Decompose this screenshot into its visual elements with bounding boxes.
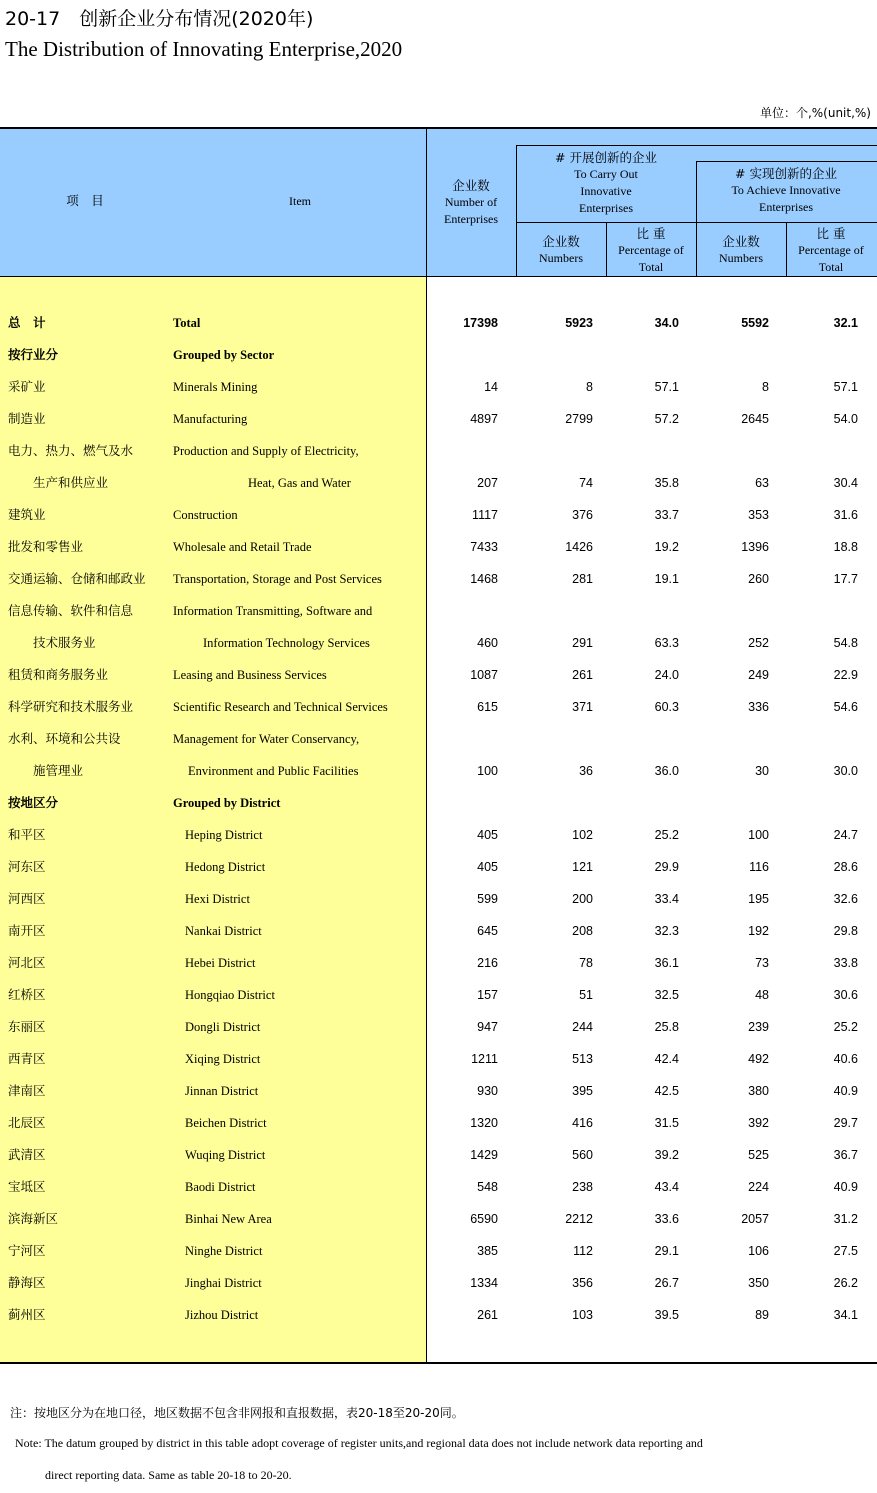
cell-carry-numbers: 560 bbox=[572, 1148, 593, 1162]
cell-carry-pct: 24.0 bbox=[654, 668, 679, 682]
cell-achieve-pct: 33.8 bbox=[833, 956, 858, 970]
cell-achieve-pct: 57.1 bbox=[833, 380, 858, 394]
header-item-cn: 项 目 bbox=[66, 193, 104, 208]
cell-enterprises: 157 bbox=[477, 988, 498, 1002]
table-row bbox=[0, 755, 877, 787]
cell-carry-numbers: 1426 bbox=[565, 540, 593, 554]
cell-achieve-numbers: 252 bbox=[748, 636, 769, 650]
row-label-cn: 科学研究和技术服务业 bbox=[8, 699, 134, 714]
cell-enterprises: 207 bbox=[477, 476, 498, 490]
cell-achieve-numbers: 106 bbox=[748, 1244, 769, 1258]
cell-achieve-numbers: 392 bbox=[748, 1116, 769, 1130]
header-achieve-top-rule bbox=[696, 161, 877, 162]
cell-achieve-numbers: 100 bbox=[748, 828, 769, 842]
cell-achieve-numbers: 63 bbox=[755, 476, 769, 490]
row-label-cn: 西青区 bbox=[8, 1051, 46, 1066]
cell-carry-pct: 36.0 bbox=[654, 764, 679, 778]
header-subgroup-rule bbox=[516, 222, 877, 223]
table-row bbox=[0, 947, 877, 979]
row-label-cn: 总 计 bbox=[8, 315, 46, 330]
row-label-cn: 宝坻区 bbox=[8, 1179, 46, 1194]
cell-achieve-numbers: 492 bbox=[748, 1052, 769, 1066]
row-label-en: Information Transmitting, Software and bbox=[173, 604, 373, 618]
header-enterprises: 企业数 Number of Enterprises bbox=[444, 178, 498, 226]
row-label-en: Nankai District bbox=[185, 924, 262, 938]
cell-achieve-pct: 54.6 bbox=[833, 700, 858, 714]
row-label-cn: 北辰区 bbox=[8, 1115, 46, 1130]
unit-label: 单位：个,%(unit,%) bbox=[759, 106, 871, 120]
table-row bbox=[0, 883, 877, 915]
table-row bbox=[0, 563, 877, 595]
row-label-cn: 信息传输、软件和信息 bbox=[8, 603, 134, 618]
cell-carry-numbers: 121 bbox=[572, 860, 593, 874]
cell-enterprises: 405 bbox=[477, 860, 498, 874]
cell-achieve-numbers: 353 bbox=[748, 508, 769, 522]
row-label-cn: 批发和零售业 bbox=[8, 539, 84, 554]
table-row bbox=[0, 435, 877, 467]
cell-achieve-pct: 31.6 bbox=[833, 508, 858, 522]
cell-achieve-pct: 25.2 bbox=[833, 1020, 858, 1034]
cell-enterprises: 548 bbox=[477, 1180, 498, 1194]
row-label-en: Scientific Research and Technical Services bbox=[173, 700, 388, 714]
cell-enterprises: 460 bbox=[477, 636, 498, 650]
cell-carry-pct: 31.5 bbox=[654, 1116, 679, 1130]
table-row bbox=[0, 307, 877, 339]
cell-enterprises: 100 bbox=[477, 764, 498, 778]
table-top-rule bbox=[0, 127, 877, 129]
cell-achieve-numbers: 260 bbox=[748, 572, 769, 586]
cell-enterprises: 17398 bbox=[463, 316, 498, 330]
cell-carry-pct: 26.7 bbox=[654, 1276, 679, 1290]
row-label-en: Grouped by District bbox=[173, 796, 281, 810]
cell-enterprises: 1211 bbox=[471, 1052, 498, 1066]
cell-carry-numbers: 200 bbox=[572, 892, 593, 906]
row-label-en: Beichen District bbox=[185, 1116, 267, 1130]
cell-carry-pct: 19.1 bbox=[654, 572, 679, 586]
cell-achieve-pct: 40.9 bbox=[833, 1180, 858, 1194]
cell-carry-numbers: 291 bbox=[572, 636, 593, 650]
row-label-cn: 红桥区 bbox=[8, 987, 46, 1002]
note-en-line1: Note: The datum grouped by district in this table adopt coverage of register units,and regional data does not include network data reporting and bbox=[15, 1436, 703, 1450]
cell-enterprises: 1320 bbox=[470, 1116, 498, 1130]
cell-achieve-numbers: 224 bbox=[748, 1180, 769, 1194]
cell-carry-pct: 33.7 bbox=[654, 508, 679, 522]
cell-achieve-numbers: 89 bbox=[755, 1308, 769, 1322]
cell-achieve-pct: 18.8 bbox=[833, 540, 858, 554]
row-label-cn: 宁河区 bbox=[8, 1243, 46, 1258]
cell-carry-pct: 60.3 bbox=[654, 700, 679, 714]
row-label-cn: 蓟州区 bbox=[8, 1307, 46, 1322]
cell-achieve-numbers: 48 bbox=[755, 988, 769, 1002]
row-label-en: Heat, Gas and Water bbox=[248, 476, 351, 490]
cell-carry-pct: 25.8 bbox=[654, 1020, 679, 1034]
cell-carry-numbers: 244 bbox=[572, 1020, 593, 1034]
row-label-en: Wuqing District bbox=[185, 1148, 266, 1162]
row-label-en: Production and Supply of Electricity, bbox=[173, 444, 359, 458]
table-row bbox=[0, 659, 877, 691]
row-label-en: Information Technology Services bbox=[203, 636, 370, 650]
header-divider-3 bbox=[606, 222, 607, 277]
row-label-en: Hongqiao District bbox=[185, 988, 275, 1002]
table-row bbox=[0, 1299, 877, 1331]
table-row bbox=[0, 1075, 877, 1107]
cell-enterprises: 1468 bbox=[470, 572, 498, 586]
cell-enterprises: 1087 bbox=[470, 668, 498, 682]
header-achieve-numbers: 企业数 Numbers bbox=[719, 234, 763, 265]
row-label-cn: 制造业 bbox=[8, 411, 46, 426]
page-title-cn: 20-17 创新企业分布情况(2020年) bbox=[5, 8, 314, 30]
row-label-en: Construction bbox=[173, 508, 238, 522]
cell-carry-pct: 25.2 bbox=[654, 828, 679, 842]
row-label-cn: 河北区 bbox=[8, 955, 46, 970]
table-row bbox=[0, 339, 877, 371]
table-row bbox=[0, 1267, 877, 1299]
cell-enterprises: 4897 bbox=[470, 412, 498, 426]
row-label-cn: 武清区 bbox=[8, 1147, 46, 1162]
row-label-cn: 电力、热力、燃气及水 bbox=[8, 443, 134, 458]
row-label-en: Management for Water Conservancy, bbox=[173, 732, 360, 746]
header-carry-numbers: 企业数 Numbers bbox=[539, 234, 583, 265]
header-achieve-pct: 比 重 Percentage of Total bbox=[798, 226, 864, 274]
cell-carry-pct: 42.4 bbox=[654, 1052, 679, 1066]
header-bottom-rule bbox=[0, 276, 877, 277]
cell-carry-pct: 19.2 bbox=[654, 540, 679, 554]
cell-achieve-numbers: 195 bbox=[748, 892, 769, 906]
row-label-en: Wholesale and Retail Trade bbox=[173, 540, 312, 554]
cell-carry-numbers: 102 bbox=[572, 828, 593, 842]
table-row bbox=[0, 723, 877, 755]
cell-enterprises: 599 bbox=[477, 892, 498, 906]
row-label-en: Environment and Public Facilities bbox=[188, 764, 359, 778]
table-row bbox=[0, 1171, 877, 1203]
row-label-cn: 滨海新区 bbox=[8, 1211, 59, 1226]
cell-carry-pct: 43.4 bbox=[654, 1180, 679, 1194]
cell-carry-numbers: 208 bbox=[572, 924, 593, 938]
row-label-en: Xiqing District bbox=[185, 1052, 261, 1066]
row-label-en: Dongli District bbox=[185, 1020, 261, 1034]
cell-achieve-numbers: 116 bbox=[749, 860, 769, 874]
cell-carry-pct: 63.3 bbox=[654, 636, 679, 650]
cell-achieve-pct: 22.9 bbox=[833, 668, 858, 682]
cell-carry-numbers: 2212 bbox=[565, 1212, 593, 1226]
cell-carry-numbers: 416 bbox=[572, 1116, 593, 1130]
cell-carry-numbers: 51 bbox=[579, 988, 593, 1002]
cell-carry-pct: 32.3 bbox=[654, 924, 679, 938]
cell-achieve-pct: 26.2 bbox=[833, 1276, 858, 1290]
row-label-en: Hexi District bbox=[185, 892, 250, 906]
table-row bbox=[0, 787, 877, 819]
cell-enterprises: 14 bbox=[484, 380, 498, 394]
cell-carry-numbers: 281 bbox=[572, 572, 593, 586]
cell-achieve-numbers: 239 bbox=[748, 1020, 769, 1034]
header-divider-1 bbox=[516, 145, 517, 277]
row-label-cn: 采矿业 bbox=[8, 379, 46, 394]
table-row bbox=[0, 1043, 877, 1075]
cell-achieve-pct: 40.6 bbox=[833, 1052, 858, 1066]
cell-achieve-pct: 36.7 bbox=[833, 1148, 858, 1162]
cell-carry-numbers: 238 bbox=[572, 1180, 593, 1194]
header-group-top-rule bbox=[516, 145, 877, 146]
cell-carry-numbers: 2799 bbox=[565, 412, 593, 426]
cell-carry-numbers: 112 bbox=[573, 1244, 593, 1258]
table-row bbox=[0, 1203, 877, 1235]
cell-enterprises: 216 bbox=[477, 956, 498, 970]
table-row bbox=[0, 595, 877, 627]
table-row bbox=[0, 627, 877, 659]
cell-carry-pct: 29.9 bbox=[654, 860, 679, 874]
cell-carry-numbers: 36 bbox=[579, 764, 593, 778]
cell-achieve-pct: 31.2 bbox=[833, 1212, 858, 1226]
row-label-en: Ninghe District bbox=[185, 1244, 263, 1258]
cell-achieve-pct: 17.7 bbox=[833, 572, 858, 586]
cell-carry-numbers: 356 bbox=[572, 1276, 593, 1290]
row-label-cn: 建筑业 bbox=[8, 507, 46, 522]
cell-achieve-pct: 29.8 bbox=[833, 924, 858, 938]
cell-achieve-numbers: 73 bbox=[755, 956, 769, 970]
cell-carry-pct: 34.0 bbox=[654, 316, 679, 330]
cell-carry-pct: 57.2 bbox=[654, 412, 679, 426]
cell-carry-pct: 35.8 bbox=[654, 476, 679, 490]
cell-carry-numbers: 395 bbox=[572, 1084, 593, 1098]
table-row bbox=[0, 499, 877, 531]
header-carry-pct: 比 重 Percentage of Total bbox=[618, 226, 684, 274]
row-label-cn: 静海区 bbox=[8, 1275, 46, 1290]
table-row bbox=[0, 979, 877, 1011]
cell-achieve-pct: 30.4 bbox=[833, 476, 858, 490]
row-label-cn: 交通运输、仓储和邮政业 bbox=[8, 571, 146, 586]
cell-achieve-pct: 30.6 bbox=[833, 988, 858, 1002]
cell-achieve-numbers: 380 bbox=[748, 1084, 769, 1098]
row-label-cn: 河西区 bbox=[8, 891, 46, 906]
cell-carry-pct: 42.5 bbox=[654, 1084, 679, 1098]
row-label-cn: 南开区 bbox=[8, 923, 46, 938]
cell-enterprises: 645 bbox=[477, 924, 498, 938]
cell-carry-pct: 33.6 bbox=[654, 1212, 679, 1226]
cell-carry-numbers: 376 bbox=[572, 508, 593, 522]
cell-carry-pct: 57.1 bbox=[654, 380, 679, 394]
note-cn: 注：按地区分为在地口径，地区数据不包含非网报和直报数据，表20-18至20-20同。 bbox=[10, 1406, 464, 1420]
table-row bbox=[0, 915, 877, 947]
cell-enterprises: 6590 bbox=[470, 1212, 498, 1226]
page-title-en: The Distribution of Innovating Enterprise,2020 bbox=[5, 37, 403, 61]
cell-achieve-pct: 27.5 bbox=[833, 1244, 858, 1258]
cell-achieve-pct: 28.6 bbox=[833, 860, 858, 874]
table-row bbox=[0, 403, 877, 435]
cell-enterprises: 1334 bbox=[470, 1276, 498, 1290]
table-row bbox=[0, 371, 877, 403]
cell-carry-pct: 39.5 bbox=[654, 1308, 679, 1322]
cell-carry-numbers: 74 bbox=[579, 476, 593, 490]
cell-achieve-pct: 24.7 bbox=[833, 828, 858, 842]
table-row bbox=[0, 1011, 877, 1043]
cell-carry-pct: 29.1 bbox=[654, 1244, 679, 1258]
cell-carry-numbers: 8 bbox=[586, 380, 593, 394]
cell-achieve-numbers: 350 bbox=[748, 1276, 769, 1290]
cell-carry-numbers: 371 bbox=[572, 700, 593, 714]
cell-carry-pct: 39.2 bbox=[654, 1148, 679, 1162]
header-item-en: Item bbox=[289, 194, 311, 208]
cell-enterprises: 1117 bbox=[472, 508, 498, 522]
cell-achieve-numbers: 1396 bbox=[741, 540, 769, 554]
row-label-cn: 津南区 bbox=[8, 1083, 46, 1098]
table-row bbox=[0, 531, 877, 563]
cell-achieve-numbers: 5592 bbox=[741, 316, 769, 330]
row-label-cn: 按地区分 bbox=[8, 795, 59, 810]
cell-achieve-numbers: 30 bbox=[755, 764, 769, 778]
cell-achieve-pct: 54.8 bbox=[833, 636, 858, 650]
cell-achieve-pct: 32.1 bbox=[833, 316, 858, 330]
cell-achieve-pct: 40.9 bbox=[833, 1084, 858, 1098]
cell-achieve-numbers: 192 bbox=[748, 924, 769, 938]
row-label-en: Hedong District bbox=[185, 860, 266, 874]
row-label-en: Total bbox=[173, 316, 201, 330]
cell-carry-numbers: 103 bbox=[572, 1308, 593, 1322]
row-label-en: Minerals Mining bbox=[173, 380, 258, 394]
cell-enterprises: 261 bbox=[477, 1308, 498, 1322]
row-label-en: Jinnan District bbox=[185, 1084, 259, 1098]
header-carry-out: # 开展创新的企业 To Carry Out Innovative Enterprises bbox=[555, 150, 657, 215]
row-label-en: Transportation, Storage and Post Services bbox=[173, 572, 382, 586]
table-row bbox=[0, 819, 877, 851]
cell-achieve-numbers: 2057 bbox=[741, 1212, 769, 1226]
cell-enterprises: 930 bbox=[477, 1084, 498, 1098]
row-label-cn: 生产和供应业 bbox=[33, 475, 109, 490]
row-label-en: Leasing and Business Services bbox=[173, 668, 327, 682]
row-label-cn: 租赁和商务服务业 bbox=[8, 667, 109, 682]
cell-enterprises: 947 bbox=[477, 1020, 498, 1034]
table-bottom-rule bbox=[0, 1362, 877, 1364]
cell-achieve-numbers: 249 bbox=[748, 668, 769, 682]
row-label-cn: 按行业分 bbox=[8, 347, 59, 362]
cell-enterprises: 385 bbox=[477, 1244, 498, 1258]
data-table bbox=[0, 127, 877, 1364]
table-row bbox=[0, 1235, 877, 1267]
table-row bbox=[0, 1107, 877, 1139]
cell-carry-pct: 36.1 bbox=[654, 956, 679, 970]
row-label-en: Binhai New Area bbox=[185, 1212, 272, 1226]
cell-achieve-numbers: 2645 bbox=[741, 412, 769, 426]
cell-enterprises: 615 bbox=[477, 700, 498, 714]
row-label-en: Manufacturing bbox=[173, 412, 248, 426]
row-label-cn: 技术服务业 bbox=[33, 635, 96, 650]
header-divider-4 bbox=[786, 222, 787, 277]
row-label-en: Baodi District bbox=[185, 1180, 256, 1194]
header-divider-2 bbox=[696, 161, 697, 277]
cell-achieve-numbers: 8 bbox=[762, 380, 769, 394]
cell-enterprises: 1429 bbox=[470, 1148, 498, 1162]
row-label-cn: 施管理业 bbox=[33, 763, 84, 778]
cell-carry-numbers: 78 bbox=[579, 956, 593, 970]
table-row bbox=[0, 467, 877, 499]
cell-achieve-pct: 34.1 bbox=[833, 1308, 858, 1322]
cell-enterprises: 7433 bbox=[470, 540, 498, 554]
row-label-en: Jizhou District bbox=[185, 1308, 259, 1322]
cell-carry-numbers: 261 bbox=[572, 668, 593, 682]
row-label-en: Jinghai District bbox=[185, 1276, 262, 1290]
note-en-line2: direct reporting data. Same as table 20-18 to 20-20. bbox=[45, 1468, 292, 1482]
table-row bbox=[0, 1139, 877, 1171]
cell-achieve-pct: 30.0 bbox=[833, 764, 858, 778]
cell-carry-numbers: 5923 bbox=[565, 316, 593, 330]
row-label-en: Grouped by Sector bbox=[173, 348, 275, 362]
cell-carry-pct: 32.5 bbox=[654, 988, 679, 1002]
cell-carry-pct: 33.4 bbox=[654, 892, 679, 906]
cell-achieve-numbers: 336 bbox=[748, 700, 769, 714]
header-achieve: # 实现创新的企业 To Achieve Innovative Enterprises bbox=[731, 166, 841, 214]
cell-achieve-pct: 29.7 bbox=[833, 1116, 858, 1130]
table-row bbox=[0, 691, 877, 723]
cell-achieve-pct: 54.0 bbox=[833, 412, 858, 426]
table-row bbox=[0, 851, 877, 883]
row-label-en: Heping District bbox=[185, 828, 263, 842]
row-label-cn: 和平区 bbox=[8, 827, 46, 842]
cell-carry-numbers: 513 bbox=[572, 1052, 593, 1066]
cell-enterprises: 405 bbox=[477, 828, 498, 842]
cell-achieve-pct: 32.6 bbox=[833, 892, 858, 906]
cell-achieve-numbers: 525 bbox=[748, 1148, 769, 1162]
row-label-cn: 河东区 bbox=[8, 859, 46, 874]
row-label-cn: 水利、环境和公共设 bbox=[8, 731, 121, 746]
row-label-cn: 东丽区 bbox=[8, 1019, 46, 1034]
row-label-en: Hebei District bbox=[185, 956, 256, 970]
